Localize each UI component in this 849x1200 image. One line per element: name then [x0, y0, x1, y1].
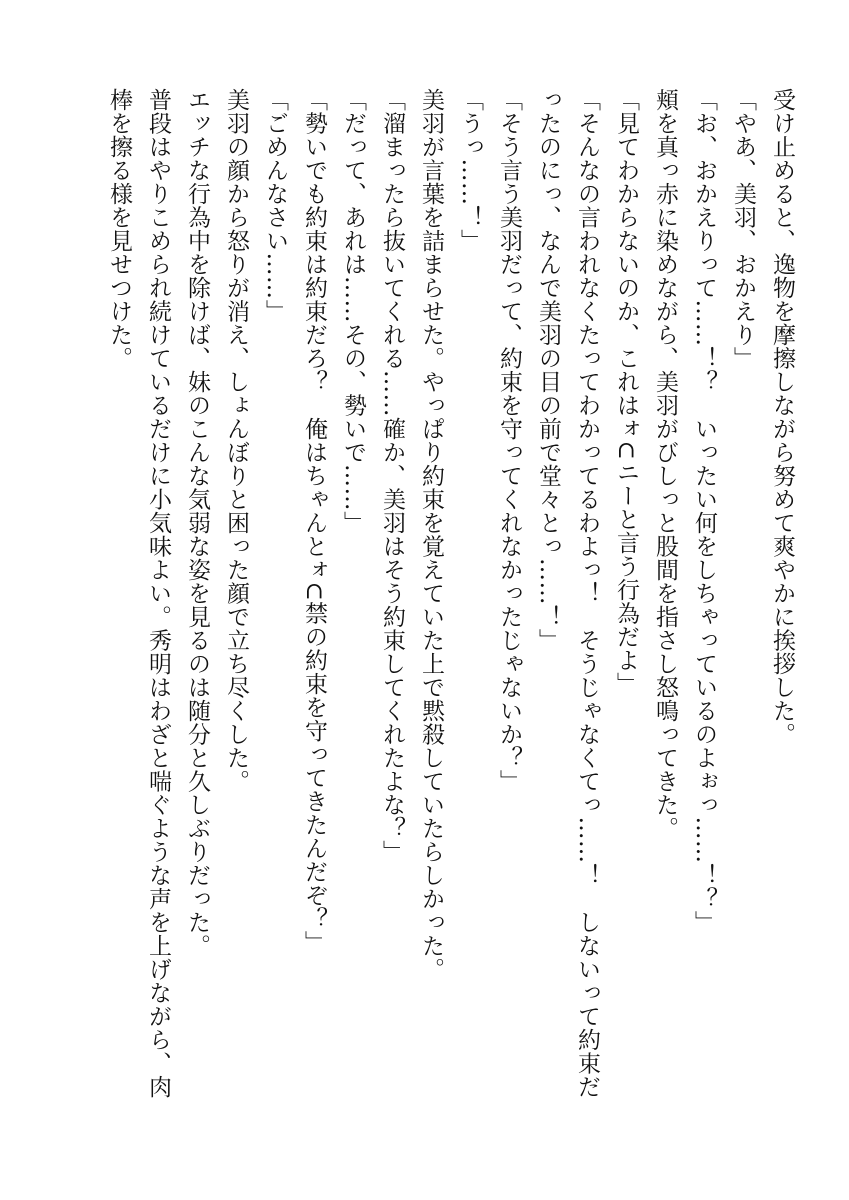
text-line: 「だって、あれは……その、勢いで……」	[340, 88, 366, 535]
text-line: 「ごめんなさい……」	[262, 88, 288, 323]
text-line: 美羽の顔から怒りが消え、しょんぼりと困った顔で立ち尽くした。	[223, 88, 249, 793]
text-line: 「そんなの言われなくたってわかってるわよっ！ そうじゃなくてっ……！ しないって約束だ	[574, 88, 600, 1099]
text-line: 「うっ……！」	[457, 88, 483, 253]
text-line: 「見てわからないのか、これはォ⊂ニーと言う行為だよ」	[613, 88, 639, 696]
text-line: エッチな行為中を除けば、妹のこんな気弱な姿を見るのは随分と久しぶりだった。	[184, 88, 210, 958]
text-line: 「そう言う美羽だって、約束を守ってくれなかったじゃないか？」	[496, 88, 522, 793]
text-line: 「勢いでも約束は約束だろ？ 俺はちゃんとォ⊂禁の約束を守ってきたんだぞ？」	[301, 88, 327, 954]
text-line: 美羽が言葉を詰まらせた。やっぱり約束を覚えていた上で黙殺していたらしかった。	[418, 88, 444, 981]
text-line: 棒を擦る様を見せつけた。	[106, 88, 132, 370]
text-line: 頬を真っ赤に染めながら、美羽がびしっと股間を指さし怒鳴ってきた。	[652, 88, 678, 840]
text-line: 普段はやりこめられ続けているだけに小気味よい。秀明はわざと喘ぐような声を上げながら、肉	[145, 88, 171, 1099]
text-line: 受け止めると、逸物を摩擦しながら努めて爽やかに挨拶した。	[769, 88, 795, 746]
text-line: ったのにっ、なんで美羽の目の前で堂々とっ……！」	[535, 88, 561, 652]
vertical-text-block	[41, 88, 801, 1138]
text-line: 「お、おかえりって……！？ いったい何をしちゃっているのよぉっ……！？」	[691, 88, 717, 934]
text-line: 「やあ、美羽、おかえり」	[730, 88, 756, 370]
text-line: 「溜まったら抜いてくれる……確か、美羽はそう約束してくれたよな？」	[379, 88, 405, 864]
